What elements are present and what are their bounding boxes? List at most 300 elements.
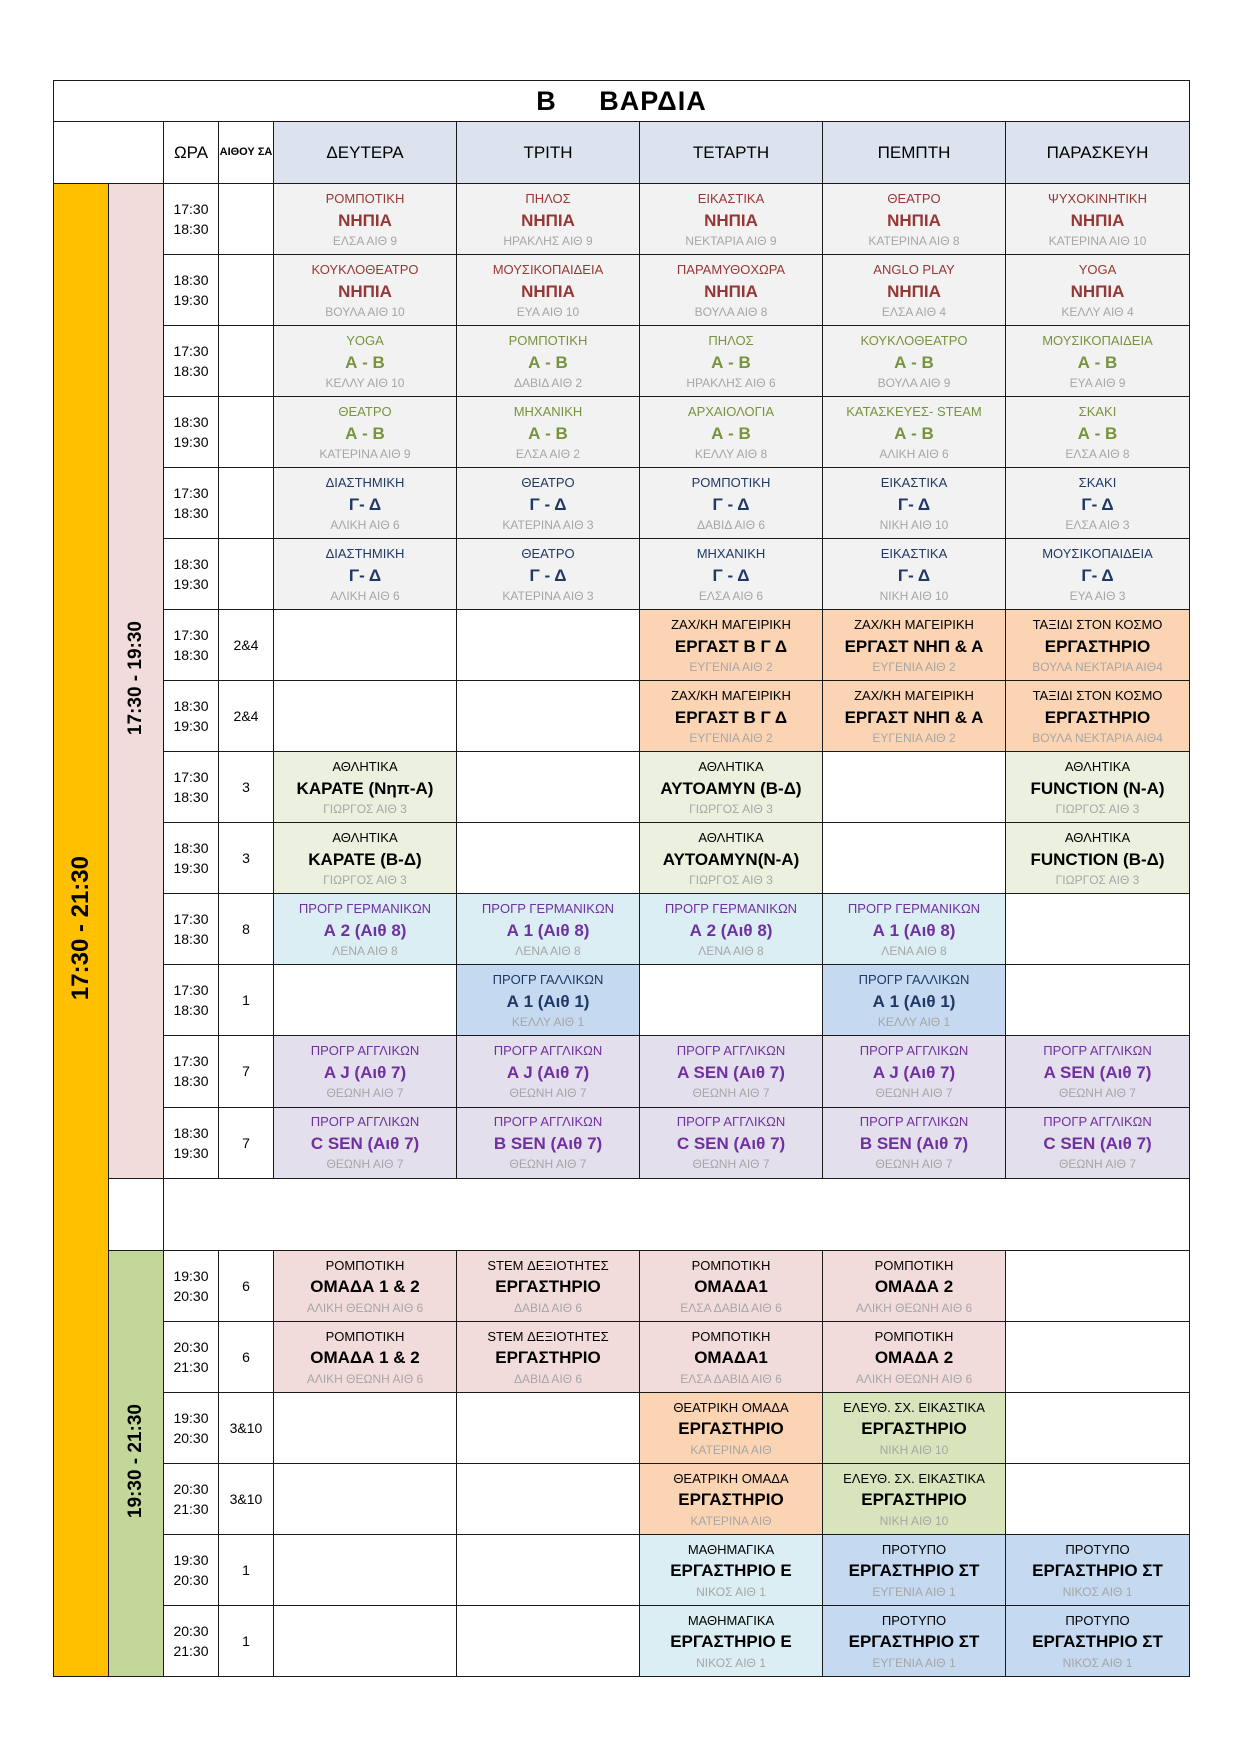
empty-slot <box>640 965 823 1036</box>
slot-teacher: ΒΟΥΛΑ ΑΙΘ 10 <box>325 304 405 319</box>
slot-group: ΕΡΓΑΣΤΗΡΙΟ Ε <box>670 1561 792 1581</box>
slot-teacher: ΝΙΚΟΣ ΑΙΘ 1 <box>696 1655 766 1670</box>
slot-teacher: ΚΑΤΕΡΙΝΑ ΑΙΘ 8 <box>868 233 960 248</box>
time-cell <box>164 468 219 539</box>
slot-teacher: ΘΕΩΝΗ ΑΙΘ 7 <box>509 1086 587 1101</box>
class-slot <box>823 468 1006 539</box>
slot-activity: ΠΡΟΓΡ ΑΓΓΛΙΚΩΝ <box>310 1043 420 1059</box>
slot-group: ΝΗΠΙΑ <box>521 281 575 301</box>
time-end: 21:30 <box>173 1358 209 1375</box>
slot-teacher: ΛΕΝΑ ΑΙΘ 8 <box>698 944 764 959</box>
class-slot <box>1006 752 1190 823</box>
slot-group: Γ- Δ <box>897 565 931 585</box>
class-slot <box>640 326 823 397</box>
empty-slot <box>274 965 457 1036</box>
slot-activity: ΠΡΟΤΥΠΟ <box>1065 1612 1130 1628</box>
class-slot <box>274 1250 457 1321</box>
slot-activity: ΕΙΚΑΣΤΙΚΑ <box>880 475 948 491</box>
slot-group: ΑΥΤΟΑΜΥΝ (Β-Δ) <box>660 778 802 798</box>
slot-activity: ΖΑΧ/ΚΗ ΜΑΓΕΙΡΙΚΗ <box>671 688 791 704</box>
room-cell <box>219 184 274 255</box>
slot-teacher: ΚΑΤΕΡΙΝΑ ΑΙΘ <box>690 1442 772 1457</box>
spacer-cell <box>164 1178 1190 1250</box>
class-slot <box>457 965 640 1036</box>
slot-group: ΕΡΓΑΣΤΗΡΙΟ <box>678 1490 784 1510</box>
slot-group: Γ - Δ <box>712 494 750 514</box>
schedule-row <box>54 965 1190 1036</box>
slot-teacher: ΗΡΑΚΛΗΣ ΑΙΘ 9 <box>503 233 593 248</box>
time-start: 17:30 <box>173 343 209 360</box>
slot-teacher: ΚΑΤΕΡΙΝΑ ΑΙΘ 3 <box>502 589 594 604</box>
slot-teacher: ΘΕΩΝΗ ΑΙΘ 7 <box>875 1086 953 1101</box>
slot-group: Α 1 (Αιθ 1) <box>872 991 956 1011</box>
time-end: 18:30 <box>173 1002 209 1019</box>
time-cell <box>164 823 219 894</box>
slot-group: ΚΑΡΑΤΕ (Νηπ-Α) <box>296 778 434 798</box>
class-slot <box>457 255 640 326</box>
slot-group: ΕΡΓΑΣΤ Β Γ Δ <box>674 707 788 727</box>
slot-teacher: ΒΟΥΛΑ ΝΕΚΤΑΡΙΑ ΑΙΘ4 <box>1032 660 1163 675</box>
schedule-row <box>54 823 1190 894</box>
room-cell: 3 <box>219 752 274 823</box>
slot-activity: ΔΙΑΣΤΗΜΙΚΗ <box>325 475 405 491</box>
class-slot <box>640 539 823 610</box>
class-slot <box>823 1605 1006 1676</box>
slot-activity: ΨΥΧΟΚΙΝΗΤΙΚΗ <box>1048 190 1147 206</box>
slot-teacher: ΕΛΣΑ ΔΑΒΙΔ ΑΙΘ 6 <box>680 1371 782 1386</box>
empty-slot <box>457 1392 640 1463</box>
empty-slot <box>457 1534 640 1605</box>
slot-teacher: ΘΕΩΝΗ ΑΙΘ 7 <box>1059 1086 1136 1101</box>
slot-teacher: ΓΙΩΡΓΟΣ ΑΙΘ 3 <box>1055 802 1140 817</box>
slot-activity: ΠΗΛΟΣ <box>525 190 571 206</box>
class-slot <box>274 397 457 468</box>
slot-group: FUNCTION (Ν-Α) <box>1030 778 1165 798</box>
header-day-tuesday: ΤΡΙΤΗ <box>457 122 640 184</box>
slot-activity: ΡΟΜΠΟΤΙΚΗ <box>874 1328 954 1344</box>
room-cell <box>219 397 274 468</box>
class-slot <box>457 184 640 255</box>
schedule-row <box>54 610 1190 681</box>
slot-group: Γ - Δ <box>529 565 567 585</box>
slot-teacher: ΘΕΩΝΗ ΑΙΘ 7 <box>692 1086 770 1101</box>
slot-group: Α - Β <box>1077 352 1118 372</box>
slot-teacher: ΚΕΛΛΥ ΑΙΘ 4 <box>1061 304 1134 319</box>
class-slot <box>1006 184 1190 255</box>
class-slot <box>457 1107 640 1178</box>
slot-teacher: ΒΟΥΛΑ ΝΕΚΤΑΡΙΑ ΑΙΘ4 <box>1032 731 1163 746</box>
room-cell <box>219 326 274 397</box>
empty-slot <box>457 1463 640 1534</box>
shift-label-first <box>109 184 164 1178</box>
slot-teacher: ΘΕΩΝΗ ΑΙΘ 7 <box>692 1157 770 1172</box>
slot-activity: ΠΡΟΤΥΠΟ <box>1065 1541 1130 1557</box>
class-slot <box>640 1250 823 1321</box>
slot-activity: YOGA <box>1078 261 1117 277</box>
class-slot <box>274 1036 457 1107</box>
empty-slot <box>457 610 640 681</box>
slot-activity: ΕΙΚΑΣΤΙΚΑ <box>880 546 948 562</box>
slot-teacher: ΕΛΣΑ ΑΙΘ 4 <box>881 304 947 319</box>
class-slot <box>640 255 823 326</box>
slot-teacher: ΕΥΓΕΝΙΑ ΑΙΘ 1 <box>872 1584 956 1599</box>
time-start: 18:30 <box>173 698 209 715</box>
slot-activity: ΡΟΜΠΟΤΙΚΗ <box>691 1328 771 1344</box>
class-slot <box>1006 1605 1190 1676</box>
class-slot <box>1006 326 1190 397</box>
room-cell <box>219 539 274 610</box>
room-cell: 3&10 <box>219 1392 274 1463</box>
class-slot <box>1006 255 1190 326</box>
header-hour: ΩΡΑ <box>164 122 219 184</box>
class-slot <box>1006 397 1190 468</box>
slot-activity: ΖΑΧ/ΚΗ ΜΑΓΕΙΡΙΚΗ <box>854 617 974 633</box>
slot-group: ΕΡΓΑΣΤΗΡΙΟ <box>861 1419 967 1439</box>
slot-group: Α - Β <box>711 423 751 443</box>
empty-slot <box>274 681 457 752</box>
slot-group: ΕΡΓΑΣΤΗΡΙΟ <box>495 1277 601 1297</box>
slot-teacher: ΓΙΩΡΓΟΣ ΑΙΘ 3 <box>689 873 773 888</box>
slot-teacher: ΕΛΣΑ ΑΙΘ 3 <box>1065 518 1130 533</box>
time-cell <box>164 1107 219 1178</box>
slot-activity: ΜΗΧΑΝΙΚΗ <box>513 404 583 420</box>
class-slot <box>274 468 457 539</box>
time-start: 17:30 <box>173 769 209 786</box>
slot-teacher: ΒΟΥΛΑ ΑΙΘ 9 <box>877 375 951 390</box>
slot-activity: ΠΡΟΓΡ ΑΓΓΛΙΚΩΝ <box>1043 1043 1152 1059</box>
slot-activity: ΘΕΑΤΡΟ <box>521 475 575 491</box>
slot-activity: ΘΕΑΤΡΟ <box>521 546 575 562</box>
slot-group: Α 1 (Αιθ 1) <box>506 991 590 1011</box>
class-slot <box>640 610 823 681</box>
class-slot <box>823 1534 1006 1605</box>
slot-group: Α - Β <box>528 352 568 372</box>
slot-activity: ΑΘΛΗΤΙΚΑ <box>698 830 764 846</box>
slot-teacher: ΗΡΑΚΛΗΣ ΑΙΘ 6 <box>686 375 776 390</box>
time-cell <box>164 1321 219 1392</box>
class-slot <box>823 1107 1006 1178</box>
class-slot <box>1006 1534 1190 1605</box>
slot-group: Α - Β <box>345 352 385 372</box>
slot-activity: ΣΚΑΚΙ <box>1078 404 1117 420</box>
slot-group: ΕΡΓΑΣΤΗΡΙΟ <box>678 1419 784 1439</box>
class-slot <box>823 1321 1006 1392</box>
empty-slot <box>1006 1250 1190 1321</box>
schedule-row <box>54 1250 1190 1321</box>
slot-activity: ΜΟΥΣΙΚΟΠΑΙΔΕΙΑ <box>1042 546 1153 562</box>
class-slot <box>823 539 1006 610</box>
slot-activity: ΡΟΜΠΟΤΙΚΗ <box>325 1328 405 1344</box>
schedule-row <box>54 1463 1190 1534</box>
slot-group: C SEN (Αιθ 7) <box>310 1133 420 1153</box>
time-cell <box>164 681 219 752</box>
schedule-row <box>54 184 1190 255</box>
slot-teacher: ΓΙΩΡΓΟΣ ΑΙΘ 3 <box>323 873 407 888</box>
slot-group: ΝΗΠΙΑ <box>704 281 758 301</box>
slot-activity: ΕΛΕΥΘ. ΣΧ. ΕΙΚΑΣΤΙΚΑ <box>843 1470 985 1486</box>
class-slot <box>640 823 823 894</box>
room-cell <box>219 255 274 326</box>
class-slot <box>640 1107 823 1178</box>
slot-teacher: ΛΕΝΑ ΑΙΘ 8 <box>332 944 398 959</box>
slot-activity: ΠΡΟΓΡ ΑΓΓΛΙΚΩΝ <box>859 1043 969 1059</box>
time-end: 21:30 <box>173 1642 209 1659</box>
time-start: 17:30 <box>173 911 209 928</box>
slot-group: ΟΜΑΔΑ 2 <box>874 1277 954 1297</box>
time-cell <box>164 1392 219 1463</box>
time-start: 18:30 <box>173 414 209 431</box>
page-title: Β ΒΑΡΔΙΑ <box>54 81 1190 122</box>
spacer-row <box>54 1178 1190 1250</box>
schedule-row <box>54 1534 1190 1605</box>
slot-activity: ΖΑΧ/ΚΗ ΜΑΓΕΙΡΙΚΗ <box>671 617 791 633</box>
slot-group: ΚΑΡΑΤΕ (Β-Δ) <box>308 849 422 869</box>
slot-teacher: ΕΛΣΑ ΑΙΘ 9 <box>332 233 398 248</box>
slot-teacher: ΕΥΓΕΝΙΑ ΑΙΘ 2 <box>872 660 956 675</box>
class-slot <box>274 823 457 894</box>
empty-slot <box>274 1605 457 1676</box>
slot-group: ΕΡΓΑΣΤΗΡΙΟ ΣΤ <box>1032 1561 1163 1581</box>
room-cell: 7 <box>219 1107 274 1178</box>
slot-group: Γ- Δ <box>348 494 382 514</box>
slot-teacher: ΘΕΩΝΗ ΑΙΘ 7 <box>1059 1157 1136 1172</box>
schedule-row <box>54 1036 1190 1107</box>
empty-slot <box>274 610 457 681</box>
slot-teacher: ΔΑΒΙΔ ΑΙΘ 6 <box>696 518 766 533</box>
slot-teacher: ΛΕΝΑ ΑΙΘ 8 <box>881 944 947 959</box>
slot-activity: ΠΡΟΓΡ ΑΓΓΛΙΚΩΝ <box>859 1114 969 1130</box>
slot-activity: ΠΡΟΓΡ ΑΓΓΛΙΚΩΝ <box>676 1114 786 1130</box>
slot-activity: ΘΕΑΤΡΟ <box>338 404 392 420</box>
slot-activity: ΤΑΞΙΔΙ ΣΤΟΝ ΚΟΣΜΟ <box>1032 688 1163 704</box>
slot-teacher: ΚΑΤΕΡΙΝΑ ΑΙΘ 3 <box>502 518 594 533</box>
empty-slot <box>274 1392 457 1463</box>
class-slot <box>457 1321 640 1392</box>
class-slot <box>823 681 1006 752</box>
time-start: 17:30 <box>173 485 209 502</box>
shift-label-outer <box>54 184 109 1677</box>
slot-group: Α - Β <box>711 352 751 372</box>
slot-teacher: ΕΥΑ ΑΙΘ 9 <box>1069 375 1126 390</box>
header-blank <box>54 122 164 184</box>
schedule-row <box>54 1392 1190 1463</box>
time-cell <box>164 255 219 326</box>
slot-group: ΝΗΠΙΑ <box>338 281 392 301</box>
class-slot <box>274 752 457 823</box>
empty-slot <box>1006 1463 1190 1534</box>
slot-group: ΟΜΑΔΑ1 <box>694 1348 768 1368</box>
slot-activity: ΔΙΑΣΤΗΜΙΚΗ <box>325 546 405 562</box>
class-slot <box>640 1463 823 1534</box>
class-slot <box>823 610 1006 681</box>
slot-teacher: ΕΛΣΑ ΔΑΒΙΔ ΑΙΘ 6 <box>680 1300 782 1315</box>
slot-group: Α 2 (Αιθ 8) <box>323 920 407 940</box>
slot-group: ΕΡΓΑΣΤ ΝΗΠ & Α <box>844 636 984 656</box>
slot-activity: ΠΡΟΤΥΠΟ <box>881 1541 947 1557</box>
slot-group: ΟΜΑΔΑ 1 & 2 <box>310 1348 420 1368</box>
time-start: 20:30 <box>173 1480 209 1497</box>
slot-activity: ΜΑΘΗΜΑΓΙΚΑ <box>687 1612 775 1628</box>
class-slot <box>640 894 823 965</box>
slot-activity: ΜΟΥΣΙΚΟΠΑΙΔΕΙΑ <box>1042 332 1153 348</box>
slot-teacher: ΕΥΓΕΝΙΑ ΑΙΘ 2 <box>872 731 956 746</box>
slot-teacher: ΕΛΣΑ ΑΙΘ 2 <box>515 447 581 461</box>
class-slot <box>457 468 640 539</box>
slot-group: C SEN (Αιθ 7) <box>676 1133 786 1153</box>
slot-teacher: ΛΕΝΑ ΑΙΘ 8 <box>515 944 581 959</box>
time-cell <box>164 1605 219 1676</box>
room-cell: 8 <box>219 894 274 965</box>
slot-activity: ΑΘΛΗΤΙΚΑ <box>1064 830 1131 846</box>
slot-group: ΝΗΠΙΑ <box>1070 281 1125 301</box>
slot-teacher: ΕΥΓΕΝΙΑ ΑΙΘ 2 <box>689 660 773 675</box>
class-slot <box>640 184 823 255</box>
slot-activity: ΑΘΛΗΤΙΚΑ <box>332 830 398 846</box>
slot-teacher: ΝΙΚΗ ΑΙΘ 10 <box>879 589 949 604</box>
slot-activity: ΠΡΟΓΡ ΑΓΓΛΙΚΩΝ <box>310 1114 420 1130</box>
slot-activity: ΠΗΛΟΣ <box>708 332 754 348</box>
slot-activity: ΚΟΥΚΛΟΘΕΑΤΡΟ <box>860 332 968 348</box>
slot-group: ΕΡΓΑΣΤΗΡΙΟ ΣΤ <box>848 1561 980 1581</box>
slot-group: ΝΗΠΙΑ <box>338 210 392 230</box>
schedule-row <box>54 894 1190 965</box>
class-slot <box>823 397 1006 468</box>
time-start: 18:30 <box>173 272 209 289</box>
time-start: 18:30 <box>173 840 209 857</box>
empty-slot <box>274 1463 457 1534</box>
slot-teacher: ΑΛΙΚΗ ΑΙΘ 6 <box>879 447 949 461</box>
empty-slot <box>1006 1392 1190 1463</box>
class-slot <box>823 965 1006 1036</box>
schedule-row <box>54 539 1190 610</box>
class-slot <box>823 255 1006 326</box>
slot-activity: ΚΟΥΚΛΟΘΕΑΤΡΟ <box>311 261 419 277</box>
time-start: 20:30 <box>173 1622 209 1639</box>
slot-activity: ΜΗΧΑΝΙΚΗ <box>696 546 766 562</box>
slot-teacher: ΕΥΓΕΝΙΑ ΑΙΘ 1 <box>872 1655 956 1670</box>
room-cell: 3&10 <box>219 1463 274 1534</box>
class-slot <box>457 894 640 965</box>
empty-slot <box>457 1605 640 1676</box>
class-slot <box>457 326 640 397</box>
slot-activity: ΡΟΜΠΟΤΙΚΗ <box>691 1257 771 1273</box>
time-start: 18:30 <box>173 1124 209 1141</box>
slot-activity: ΜΑΘΗΜΑΓΙΚΑ <box>687 1541 775 1557</box>
schedule-row <box>54 397 1190 468</box>
slot-group: A J (Αιθ 7) <box>872 1062 956 1082</box>
class-slot <box>640 1534 823 1605</box>
class-slot <box>1006 1107 1190 1178</box>
slot-teacher: ΝΙΚΟΣ ΑΙΘ 1 <box>696 1584 766 1599</box>
slot-group: A SEN (Αιθ 7) <box>1043 1062 1152 1082</box>
class-slot <box>457 397 640 468</box>
room-cell: 2&4 <box>219 610 274 681</box>
time-cell <box>164 752 219 823</box>
slot-teacher: ΘΕΩΝΗ ΑΙΘ 7 <box>326 1157 404 1172</box>
time-start: 19:30 <box>173 1409 209 1426</box>
slot-teacher: ΑΛΙΚΗ ΘΕΩΝΗ ΑΙΘ 6 <box>855 1300 973 1315</box>
class-slot <box>274 326 457 397</box>
spacer-cell <box>109 1178 164 1250</box>
time-end: 19:30 <box>173 718 209 735</box>
time-cell <box>164 397 219 468</box>
slot-activity: ΖΑΧ/ΚΗ ΜΑΓΕΙΡΙΚΗ <box>854 688 974 704</box>
slot-teacher: ΝΙΚΟΣ ΑΙΘ 1 <box>1062 1655 1133 1670</box>
slot-teacher: ΒΟΥΛΑ ΑΙΘ 8 <box>694 304 768 319</box>
slot-activity: ΠΡΟΓΡ ΓΕΡΜΑΝΙΚΩΝ <box>481 901 615 917</box>
slot-activity: ΡΟΜΠΟΤΙΚΗ <box>325 190 405 206</box>
class-slot <box>274 255 457 326</box>
class-slot <box>274 539 457 610</box>
slot-group: ΟΜΑΔΑ1 <box>694 1277 768 1297</box>
slot-activity: ΕΛΕΥΘ. ΣΧ. ΕΙΚΑΣΤΙΚΑ <box>843 1399 985 1415</box>
slot-teacher: ΕΛΣΑ ΑΙΘ 6 <box>698 589 764 604</box>
slot-group: ΝΗΠΙΑ <box>1070 210 1125 230</box>
time-start: 19:30 <box>173 1551 209 1568</box>
time-end: 20:30 <box>173 1429 209 1446</box>
time-cell <box>164 539 219 610</box>
slot-activity: ΠΡΟΓΡ ΑΓΓΛΙΚΩΝ <box>1043 1114 1152 1130</box>
slot-activity: ΤΑΞΙΔΙ ΣΤΟΝ ΚΟΣΜΟ <box>1032 617 1163 633</box>
slot-group: Γ- Δ <box>897 494 931 514</box>
slot-teacher: ΚΕΛΛΥ ΑΙΘ 1 <box>877 1015 951 1030</box>
class-slot <box>823 1463 1006 1534</box>
time-start: 19:30 <box>173 1267 209 1284</box>
slot-teacher: ΘΕΩΝΗ ΑΙΘ 7 <box>509 1157 587 1172</box>
time-end: 18:30 <box>173 1073 209 1090</box>
time-start: 17:30 <box>173 982 209 999</box>
class-slot <box>1006 823 1190 894</box>
header-row <box>54 122 1190 184</box>
slot-group: ΕΡΓΑΣΤΗΡΙΟ <box>861 1490 967 1510</box>
schedule-row <box>54 255 1190 326</box>
class-slot <box>823 894 1006 965</box>
empty-slot <box>457 681 640 752</box>
class-slot <box>1006 610 1190 681</box>
slot-group: ΕΡΓΑΣΤΗΡΙΟ Ε <box>670 1632 792 1652</box>
empty-slot <box>1006 1321 1190 1392</box>
slot-group: B SEN (Αιθ 7) <box>493 1133 603 1153</box>
slot-activity: ΑΘΛΗΤΙΚΑ <box>332 759 398 775</box>
time-end: 18:30 <box>173 363 209 380</box>
slot-group: Α 1 (Αιθ 8) <box>506 920 590 940</box>
schedule-row <box>54 1107 1190 1178</box>
slot-activity: ΘΕΑΤΡΟ <box>887 190 941 206</box>
slot-activity: ΠΡΟΓΡ ΓΕΡΜΑΝΙΚΩΝ <box>664 901 798 917</box>
time-end: 21:30 <box>173 1500 209 1517</box>
slot-activity: ΚΑΤΑΣΚΕΥΕΣ- STEAM <box>846 404 982 420</box>
header-day-thursday: ΠΕΜΠΤΗ <box>823 122 1006 184</box>
slot-group: ΕΡΓΑΣΤΗΡΙΟ <box>495 1348 601 1368</box>
slot-group: ΕΡΓΑΣΤ ΝΗΠ & Α <box>844 707 984 727</box>
class-slot <box>640 1321 823 1392</box>
slot-activity: ΑΘΛΗΤΙΚΑ <box>698 759 764 775</box>
slot-group: Α 1 (Αιθ 8) <box>872 920 956 940</box>
slot-group: Γ- Δ <box>1081 565 1114 585</box>
slot-activity: ΠΑΡΑΜΥΘΟΧΩΡΑ <box>676 261 786 277</box>
time-end: 20:30 <box>173 1571 209 1588</box>
class-slot <box>274 894 457 965</box>
slot-group: ΝΗΠΙΑ <box>887 281 941 301</box>
slot-teacher: ΕΛΣΑ ΑΙΘ 8 <box>1065 447 1130 461</box>
time-end: 20:30 <box>173 1287 209 1304</box>
empty-slot <box>1006 894 1190 965</box>
time-end: 18:30 <box>173 221 209 238</box>
schedule-row <box>54 468 1190 539</box>
slot-activity: ΠΡΟΓΡ ΓΕΡΜΑΝΙΚΩΝ <box>847 901 981 917</box>
slot-group: ΕΡΓΑΣΤΗΡΙΟ <box>1044 636 1151 656</box>
slot-teacher: ΝΙΚΗ ΑΙΘ 10 <box>879 1513 949 1528</box>
